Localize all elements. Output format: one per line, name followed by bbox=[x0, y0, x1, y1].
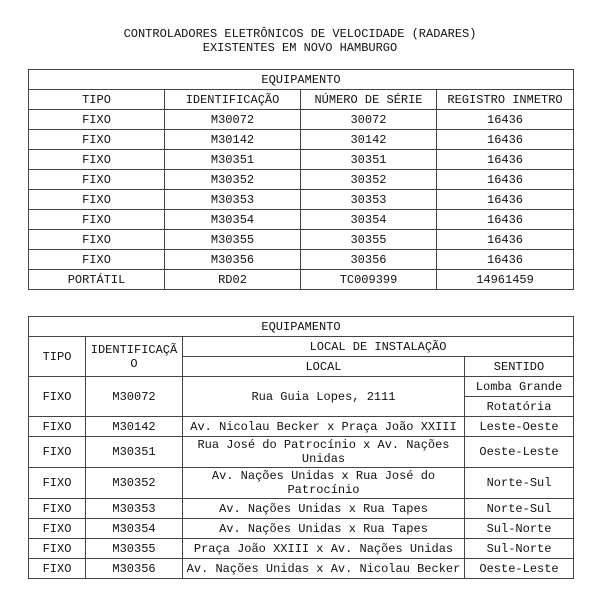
title-line-1: CONTROLADORES ELETRÔNICOS DE VELOCIDADE (RADARES) bbox=[123, 27, 477, 41]
table-row bbox=[29, 170, 574, 190]
cell-sentido: Leste-Oeste bbox=[465, 417, 574, 437]
cell-tipo: FIXO bbox=[29, 417, 86, 437]
table-row bbox=[29, 250, 574, 270]
table-row bbox=[29, 417, 574, 437]
cell-identificacao: M30355 bbox=[86, 539, 183, 559]
cell-numero-serie: 30072 bbox=[301, 110, 437, 130]
table1-group-header: EQUIPAMENTO bbox=[29, 70, 574, 90]
cell-local: Av. Nicolau Becker x Praça João XXIII bbox=[183, 417, 465, 437]
table-row bbox=[29, 519, 574, 539]
cell-tipo: FIXO bbox=[29, 210, 165, 230]
cell-identificacao: M30142 bbox=[165, 130, 301, 150]
table-row bbox=[29, 559, 574, 579]
cell-local: Av. Nações Unidas x Rua Tapes bbox=[183, 519, 465, 539]
table-row bbox=[29, 468, 574, 499]
equipment-registry-table bbox=[28, 69, 574, 290]
cell-tipo: PORTÁTIL bbox=[29, 270, 165, 290]
cell-registro-inmetro: 16436 bbox=[437, 250, 574, 270]
cell-registro-inmetro: 16436 bbox=[437, 110, 574, 130]
cell-identificacao: M30354 bbox=[165, 210, 301, 230]
cell-numero-serie: TC009399 bbox=[301, 270, 437, 290]
cell-sentido: Oeste-Leste bbox=[465, 437, 574, 468]
table1-body bbox=[29, 110, 574, 290]
cell-tipo: FIXO bbox=[29, 539, 86, 559]
cell-identificacao: M30353 bbox=[165, 190, 301, 210]
cell-registro-inmetro: 16436 bbox=[437, 130, 574, 150]
table2-col-identificacao-line2: O bbox=[130, 356, 138, 371]
cell-registro-inmetro: 16436 bbox=[437, 170, 574, 190]
cell-identificacao: M30352 bbox=[86, 468, 183, 499]
cell-tipo: FIXO bbox=[29, 190, 165, 210]
table2-col-tipo: TIPO bbox=[29, 337, 86, 377]
cell-numero-serie: 30353 bbox=[301, 190, 437, 210]
table-row bbox=[29, 210, 574, 230]
cell-tipo: FIXO bbox=[29, 437, 86, 468]
cell-registro-inmetro: 14961459 bbox=[437, 270, 574, 290]
cell-numero-serie: 30142 bbox=[301, 130, 437, 150]
document-title bbox=[0, 27, 600, 55]
cell-registro-inmetro: 16436 bbox=[437, 190, 574, 210]
cell-sentido: Norte-Sul bbox=[465, 499, 574, 519]
cell-identificacao: M30354 bbox=[86, 519, 183, 539]
cell-registro-inmetro: 16436 bbox=[437, 230, 574, 250]
table-row bbox=[29, 230, 574, 250]
table2-col-identificacao-line1: IDENTIFICAÇÃ bbox=[90, 342, 178, 357]
cell-registro-inmetro: 16436 bbox=[437, 210, 574, 230]
cell-identificacao: M30072 bbox=[165, 110, 301, 130]
cell-identificacao: M30142 bbox=[86, 417, 183, 437]
table2-col-sentido: SENTIDO bbox=[465, 357, 574, 377]
cell-identificacao: M30351 bbox=[86, 437, 183, 468]
cell-tipo: FIXO bbox=[29, 250, 165, 270]
cell-tipo: FIXO bbox=[29, 110, 165, 130]
table-row bbox=[29, 539, 574, 559]
cell-local: Av. Nações Unidas x Rua José do Patrocínio bbox=[183, 468, 465, 499]
cell-identificacao: M30072 bbox=[86, 377, 183, 417]
cell-local: Praça João XXIII x Av. Nações Unidas bbox=[183, 539, 465, 559]
cell-sentido: Rotatória bbox=[465, 397, 574, 417]
cell-identificacao: M30353 bbox=[86, 499, 183, 519]
table-row bbox=[29, 130, 574, 150]
table2-col-local: LOCAL bbox=[183, 357, 465, 377]
cell-numero-serie: 30354 bbox=[301, 210, 437, 230]
table2-col-identificacao bbox=[86, 337, 183, 377]
cell-numero-serie: 30352 bbox=[301, 170, 437, 190]
cell-sentido: Norte-Sul bbox=[465, 468, 574, 499]
table-row bbox=[29, 150, 574, 170]
table-row bbox=[29, 377, 574, 397]
cell-tipo: FIXO bbox=[29, 170, 165, 190]
table-row bbox=[29, 437, 574, 468]
table1-col-registro-inmetro: REGISTRO INMETRO bbox=[437, 90, 574, 110]
cell-tipo: FIXO bbox=[29, 230, 165, 250]
installation-location-table bbox=[28, 316, 574, 579]
cell-identificacao: M30356 bbox=[165, 250, 301, 270]
cell-identificacao: M30355 bbox=[165, 230, 301, 250]
cell-identificacao: M30352 bbox=[165, 170, 301, 190]
cell-tipo: FIXO bbox=[29, 130, 165, 150]
table2-group-header: EQUIPAMENTO bbox=[29, 317, 574, 337]
cell-tipo: FIXO bbox=[29, 519, 86, 539]
table1-col-identificacao: IDENTIFICAÇÃO bbox=[165, 90, 301, 110]
table2-body bbox=[29, 377, 574, 579]
cell-identificacao: M30356 bbox=[86, 559, 183, 579]
cell-numero-serie: 30356 bbox=[301, 250, 437, 270]
cell-sentido: Lomba Grande bbox=[465, 377, 574, 397]
cell-tipo: FIXO bbox=[29, 468, 86, 499]
cell-tipo: FIXO bbox=[29, 150, 165, 170]
cell-tipo: FIXO bbox=[29, 499, 86, 519]
title-line-2: EXISTENTES EM NOVO HAMBURGO bbox=[202, 41, 398, 55]
table1-col-tipo: TIPO bbox=[29, 90, 165, 110]
cell-local: Rua Guia Lopes, 2111 bbox=[183, 377, 465, 417]
cell-local: Av. Nações Unidas x Rua Tapes bbox=[183, 499, 465, 519]
table-row bbox=[29, 499, 574, 519]
cell-tipo: FIXO bbox=[29, 377, 86, 417]
cell-sentido: Sul-Norte bbox=[465, 519, 574, 539]
cell-registro-inmetro: 16436 bbox=[437, 150, 574, 170]
cell-numero-serie: 30351 bbox=[301, 150, 437, 170]
table1-col-numero-serie: NÚMERO DE SÉRIE bbox=[301, 90, 437, 110]
table2-local-group-header: LOCAL DE INSTALAÇÃO bbox=[183, 337, 574, 357]
table-row bbox=[29, 190, 574, 210]
cell-local: Rua José do Patrocínio x Av. Nações Unidas bbox=[183, 437, 465, 468]
cell-tipo: FIXO bbox=[29, 559, 86, 579]
table-row bbox=[29, 270, 574, 290]
cell-sentido: Oeste-Leste bbox=[465, 559, 574, 579]
cell-numero-serie: 30355 bbox=[301, 230, 437, 250]
table-row bbox=[29, 110, 574, 130]
cell-sentido: Sul-Norte bbox=[465, 539, 574, 559]
cell-local: Av. Nações Unidas x Av. Nicolau Becker bbox=[183, 559, 465, 579]
cell-identificacao: RD02 bbox=[165, 270, 301, 290]
cell-identificacao: M30351 bbox=[165, 150, 301, 170]
